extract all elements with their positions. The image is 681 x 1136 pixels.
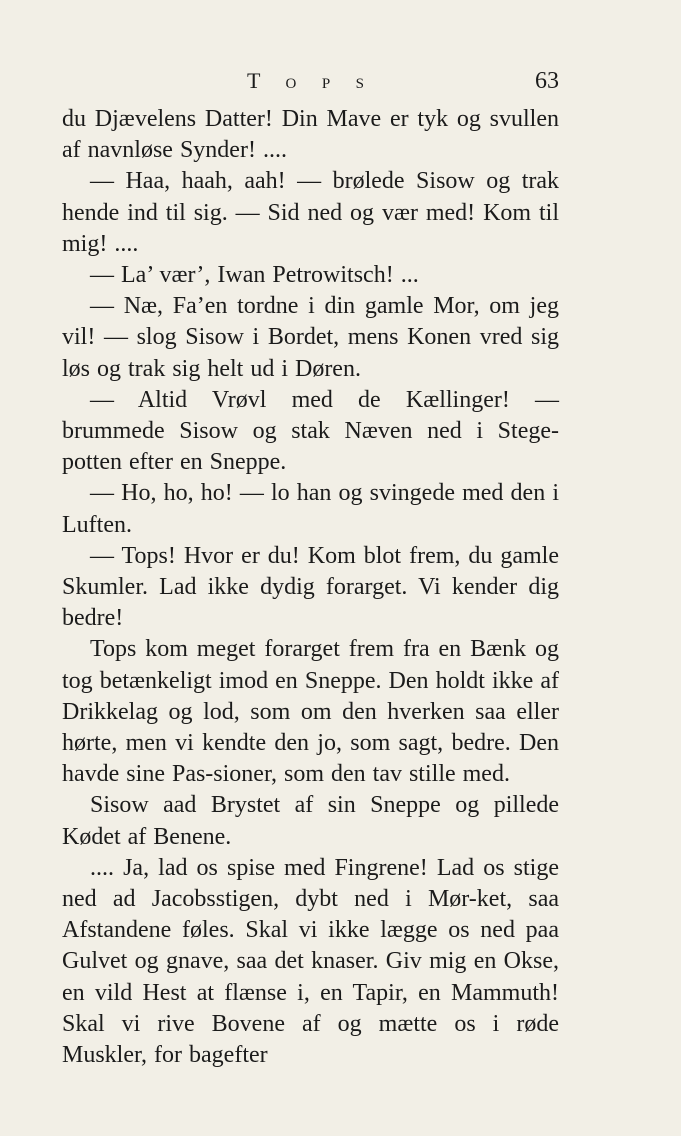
paragraph: — Altid Vrøvl med de Kællinger! — brummede Sisow og stak Næven ned i Stege-potten efter en Sneppe. xyxy=(62,386,559,476)
paragraph: — La’ vær’, Iwan Petrowitsch! ... xyxy=(90,262,419,289)
paragraph: — Haa, haah, aah! — brølede Sisow og trak hende ind til sig. — Sid ned og vær med! Kom til mig! .... xyxy=(62,168,559,257)
paragraph: Tops kom meget forarget frem fra en Bænk og tog betænkeligt imod en Sneppe. Den holdt ikke af Drikkelag og lod, som om den hverken saa eller hørte, men vi kendte den jo, som sagt, bedre. Den havde sine Pas-sioner, som den tav stille med. xyxy=(62,636,559,788)
running-title: T o p s xyxy=(246,68,375,93)
body-text xyxy=(62,104,559,1071)
paragraph: du Djævelens Datter! Din Mave er tyk og svullen af navnløse Synder! .... xyxy=(62,106,559,164)
paragraph: .... Ja, lad os spise med Fingrene! Lad os stige ned ad Jacobsstigen, dybt ned i Mør-ket, saa Afstandene føles. Skal vi ikke lægge os ned paa Gulvet og gnave, saa det knaser. Giv mig en Okse, en vild Hest at flænse i, en Tapir, en Mammuth! Skal vi rive Bovene af og mætte os i røde Muskler, for bagefter xyxy=(62,854,559,1069)
paragraph: — Ho, ho, ho! — lo han og svingede med den i Luften. xyxy=(62,480,559,538)
page-header xyxy=(62,64,559,98)
page-number: 63 xyxy=(535,68,559,94)
paragraph: — Næ, Fa’en tordne i din gamle Mor, om jeg vil! — slog Sisow i Bordet, mens Konen vred sig løs og trak sig helt ud i Døren. xyxy=(62,293,559,382)
paragraph: — Tops! Hvor er du! Kom blot frem, du gamle Skumler. Lad ikke dydig forarget. Vi kender dig bedre! xyxy=(62,542,559,632)
paragraph: Sisow aad Brystet af sin Sneppe og pillede Kødet af Benene. xyxy=(62,792,559,850)
